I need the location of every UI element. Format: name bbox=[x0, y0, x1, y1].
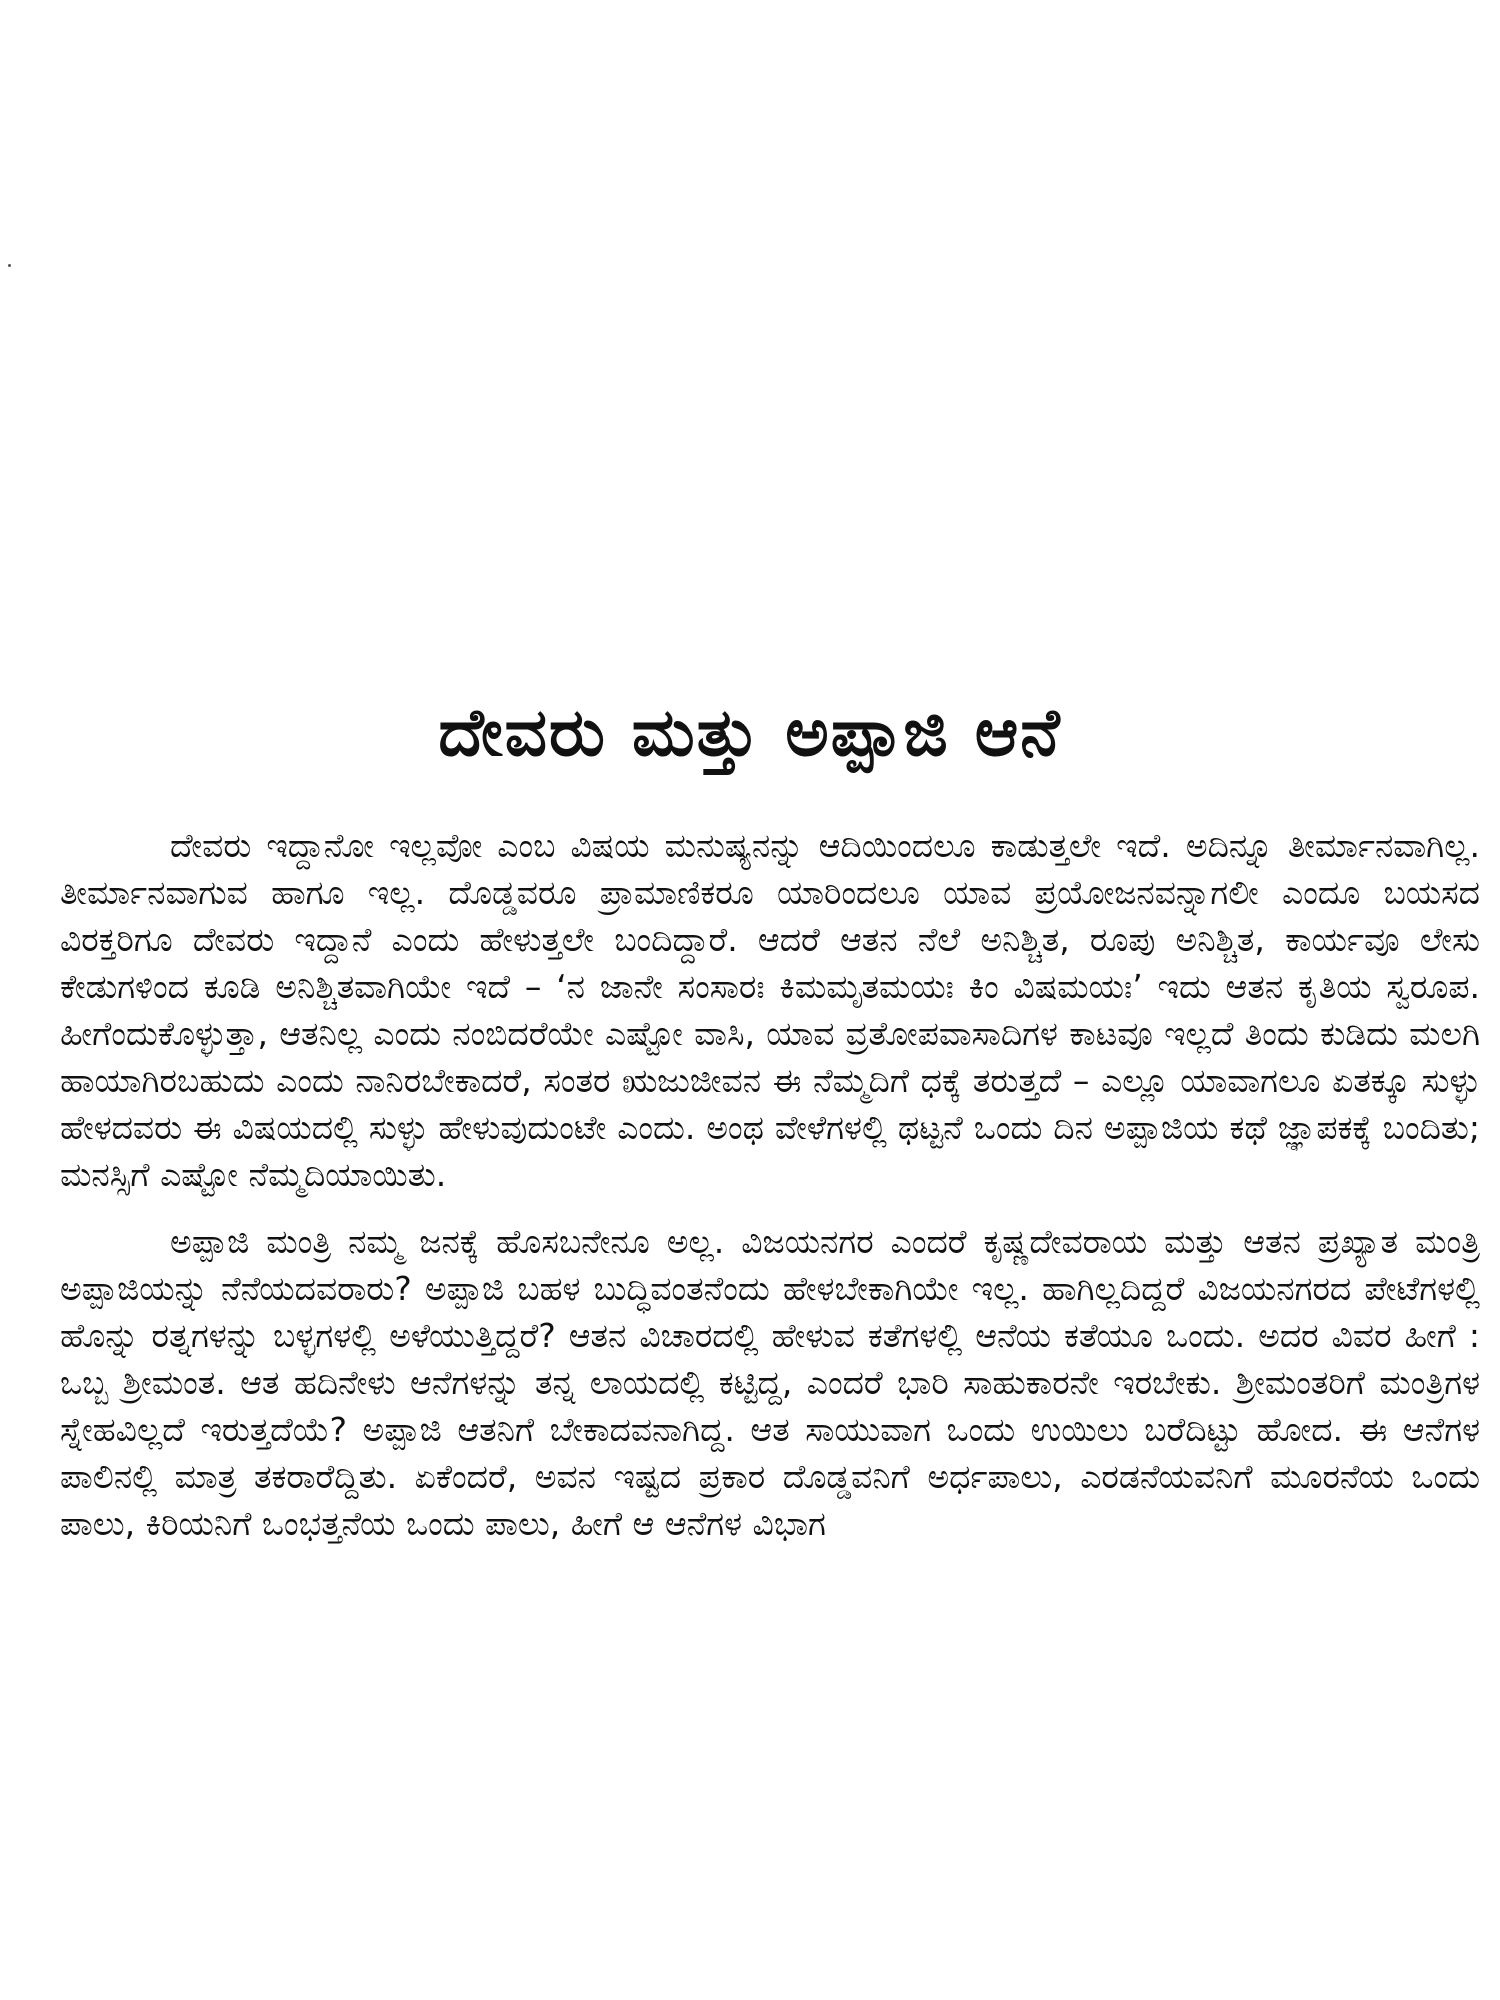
paragraph-1: ದೇವರು ಇದ್ದಾನೋ ಇಲ್ಲವೋ ಎಂಬ ವಿಷಯ ಮನುಷ್ಯನನ್ನು ಆದಿಯಿಂದಲೂ ಕಾಡುತ್ತಲೇ ಇದೆ. ಅದಿನ್ನೂ ತೀರ್ಮಾನವಾಗಿಲ್ಲ. ತೀರ್ಮಾನವಾಗುವ ಹಾಗೂ ಇಲ್ಲ. ದೊಡ್ಡವರೂ ಪ್ರಾಮಾಣಿಕರೂ ಯಾರಿಂದಲೂ ಯಾವ ಪ್ರಯೋಜನವನ್ನಾಗಲೀ ಎಂದೂ ಬಯಸದ ವಿರಕ್ತರಿಗೂ ದೇವರು ಇದ್ದಾನೆ ಎಂದು ಹೇಳುತ್ತಲೇ ಬಂದಿದ್ದಾರೆ. ಆದರೆ ಆತನ ನೆಲೆ ಅನಿಶ್ಚಿತ, ರೂಪು ಅನಿಶ್ಚಿತ, ಕಾರ್ಯವೂ ಲೇಸು ಕೇಡುಗಳಿಂದ ಕೂಡಿ ಅನಿಶ್ಚಿತವಾಗಿಯೇ ಇದೆ – ‘ನ ಜಾನೇ ಸಂಸಾರಃ ಕಿಮಮೃತಮಯಃ ಕಿಂ ವಿಷಮಯಃ’ ಇದು ಆತನ ಕೃತಿಯ ಸ್ವರೂಪ. ಹೀಗೆಂದುಕೊಳ್ಳುತ್ತಾ, ಆತನಿಲ್ಲ ಎಂದು ನಂಬಿದರೆಯೇ ಎಷ್ಟೋ ವಾಸಿ, ಯಾವ ವ್ರತೋಪವಾಸಾದಿಗಳ ಕಾಟವೂ ಇಲ್ಲದೆ ತಿಂದು ಕುಡಿದು ಮಲಗಿ ಹಾಯಾಗಿರಬಹುದು ಎಂದು ನಾನಿರಬೇಕಾದರೆ, ಸಂತರ ಋಜುಜೀವನ ಈ ನೆಮ್ಮದಿಗೆ ಧಕ್ಕೆ ತರುತ್ತದೆ – ಎಲ್ಲೂ ಯಾವಾಗಲೂ ಏತಕ್ಕೂ ಸುಳ್ಳು ಹೇಳದವರು ಈ ವಿಷಯದಲ್ಲಿ ಸುಳ್ಳು ಹೇಳುವುದುಂಟೇ ಎಂದು. ಅಂಥ ವೇಳೆಗಳಲ್ಲಿ ಥಟ್ಟನೆ ಒಂದು ದಿನ ಅಪ್ಪಾಜಿಯ ಕಥೆ ಜ್ಞಾಪಕಕ್ಕೆ ಬಂದಿತು; ಮನಸ್ಸಿಗೆ ಎಷ್ಟೋ ನೆಮ್ಮದಿಯಾಯಿತು. bbox=[60, 826, 1480, 1194]
body-text bbox=[60, 822, 1480, 1547]
page-title: ದೇವರು ಮತ್ತು ಅಪ್ಪಾಜಿ ಆನೆ bbox=[438, 694, 1062, 771]
scan-speck bbox=[8, 264, 11, 267]
paragraph-2: ಅಪ್ಪಾಜಿ ಮಂತ್ರಿ ನಮ್ಮ ಜನಕ್ಕೆ ಹೊಸಬನೇನೂ ಅಲ್ಲ. ವಿಜಯನಗರ ಎಂದರೆ ಕೃಷ್ಣದೇವರಾಯ ಮತ್ತು ಆತನ ಪ್ರಖ್ಯಾತ ಮಂತ್ರಿ ಅಪ್ಪಾಜಿಯನ್ನು ನೆನೆಯದವರಾರು? ಅಪ್ಪಾಜಿ ಬಹಳ ಬುದ್ಧಿವಂತನೆಂದು ಹೇಳಬೇಕಾಗಿಯೇ ಇಲ್ಲ. ಹಾಗಿಲ್ಲದಿದ್ದರೆ ವಿಜಯನಗರದ ಪೇಟೆಗಳಲ್ಲಿ ಹೊನ್ನು ರತ್ನಗಳನ್ನು ಬಳ್ಳಗಳಲ್ಲಿ ಅಳೆಯುತ್ತಿದ್ದರೆ? ಆತನ ವಿಚಾರದಲ್ಲಿ ಹೇಳುವ ಕತೆಗಳಲ್ಲಿ ಆನೆಯ ಕತೆಯೂ ಒಂದು. ಅದರ ವಿವರ ಹೀಗೆ : ಒಬ್ಬ ಶ್ರೀಮಂತ. ಆತ ಹದಿನೇಳು ಆನೆಗಳನ್ನು ತನ್ನ ಲಾಯದಲ್ಲಿ ಕಟ್ಟಿದ್ದ, ಎಂದರೆ ಭಾರಿ ಸಾಹುಕಾರನೇ ಇರಬೇಕು. ಶ್ರೀಮಂತರಿಗೆ ಮಂತ್ರಿಗಳ ಸ್ನೇಹವಿಲ್ಲದೆ ಇರುತ್ತದೆಯೆ? ಅಪ್ಪಾಜಿ ಆತನಿಗೆ ಬೇಕಾದವನಾಗಿದ್ದ. ಆತ ಸಾಯುವಾಗ ಒಂದು ಉಯಿಲು ಬರೆದಿಟ್ಟು ಹೋದ. ಈ ಆನೆಗಳ ಪಾಲಿನಲ್ಲಿ ಮಾತ್ರ ತಕರಾರೆದ್ದಿತು. ಏಕೆಂದರೆ, ಅವನ ಇಷ್ಟದ ಪ್ರಕಾರ ದೊಡ್ಡವನಿಗೆ ಅರ್ಧಪಾಲು, ಎರಡನೆಯವನಿಗೆ ಮೂರನೆಯ ಒಂದು ಪಾಲು, ಕಿರಿಯನಿಗೆ ಒಂಭತ್ತನೆಯ ಒಂದು ಪಾಲು, ಹೀಗೆ ಆ ಆನೆಗಳ ವಿಭಾಗ bbox=[60, 1222, 1480, 1543]
